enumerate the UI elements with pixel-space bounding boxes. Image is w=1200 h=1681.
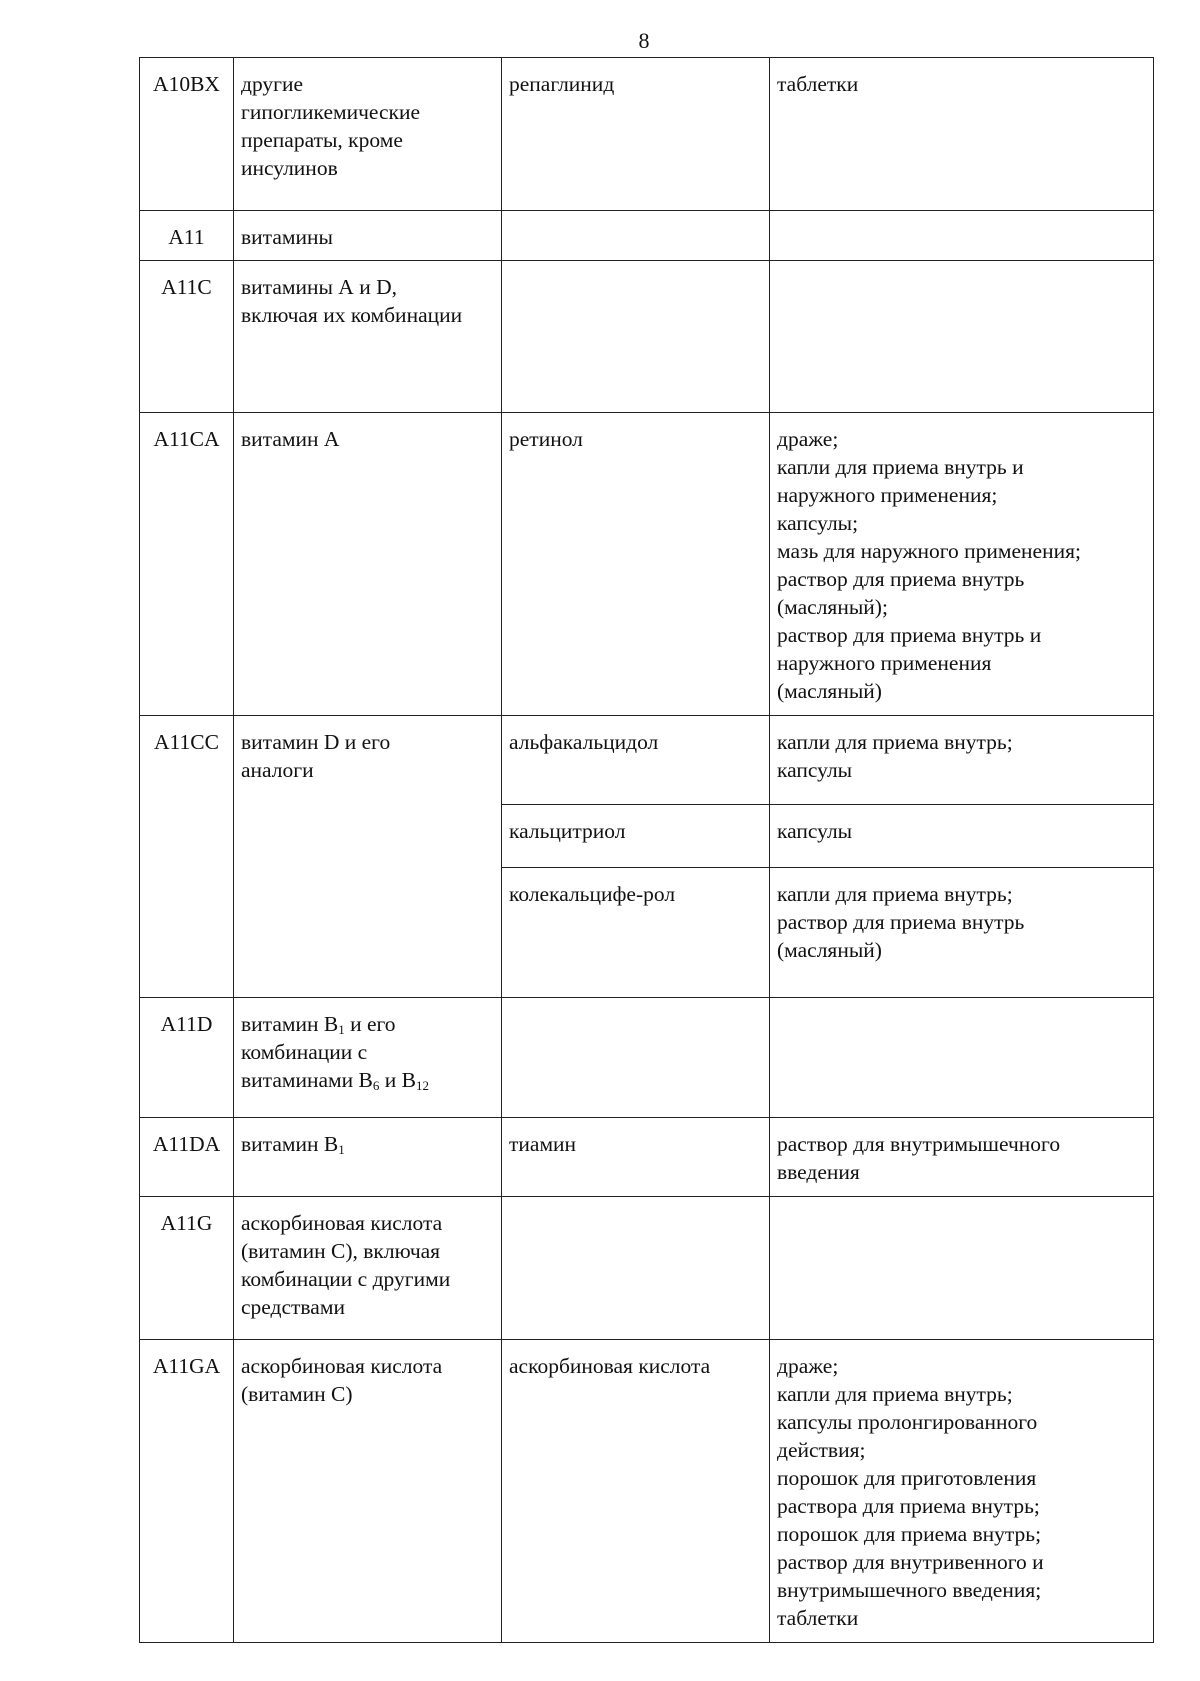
atc-code: A11DA	[140, 1118, 234, 1197]
dosage-forms: капли для приема внутрь; капсулы	[770, 716, 1154, 805]
atc-code: A11D	[140, 998, 234, 1118]
table-row	[140, 261, 1154, 413]
dosage-forms: драже; капли для приема внутрь и наружного применения; капсулы; мазь для наружного применения; раствор для приема внутрь (масляный); раствор для приема внутрь и наружного применения (масляный)	[770, 413, 1154, 716]
drug-name: альфакальцидол	[502, 716, 770, 805]
drug-name: тиамин	[502, 1118, 770, 1197]
drug-table	[139, 57, 1154, 1643]
drug-name: репаглинид	[502, 58, 770, 211]
group-name: аскорбиновая кислота (витамин С)	[234, 1340, 502, 1643]
dosage-forms: драже; капли для приема внутрь; капсулы пролонгированного действия; порошок для приготовления раствора для приема внутрь; порошок для приема внутрь; раствор для внутривенного и внутримышечного введения; таблетки	[770, 1340, 1154, 1643]
group-name: витамин D и его аналоги	[234, 716, 502, 998]
atc-code: A10BX	[140, 58, 234, 211]
drug-name: колекальцифе-рол	[502, 868, 770, 998]
dosage-forms	[770, 211, 1154, 261]
group-name: другие гипогликемические препараты, кроме инсулинов	[234, 58, 502, 211]
drug-name: ретинол	[502, 413, 770, 716]
drug-name: аскорбиновая кислота	[502, 1340, 770, 1643]
page-number: 8	[638, 28, 650, 53]
group-name: витамин $B_1$ и его комбинации с витаминами $B_6$ и $B_{12}$	[234, 998, 502, 1118]
atc-code: A11CA	[140, 413, 234, 716]
dosage-forms: раствор для внутримышечного введения	[770, 1118, 1154, 1197]
dosage-forms	[770, 261, 1154, 413]
table-row	[140, 998, 1154, 1118]
group-name: витамины А и D, включая их комбинации	[234, 261, 502, 413]
group-name: витамин $B_1$	[234, 1118, 502, 1197]
dosage-forms	[770, 998, 1154, 1118]
atc-code: A11	[140, 211, 234, 261]
table-row	[140, 58, 1154, 211]
atc-code: A11G	[140, 1197, 234, 1340]
table-row	[140, 211, 1154, 261]
dosage-forms: таблетки	[770, 58, 1154, 211]
group-name: витамин А	[234, 413, 502, 716]
table-row	[140, 1118, 1154, 1197]
table-row	[140, 716, 1154, 805]
drug-name	[502, 1197, 770, 1340]
atc-code: A11GA	[140, 1340, 234, 1643]
table-row	[140, 1340, 1154, 1643]
dosage-forms: капсулы	[770, 805, 1154, 868]
table-row	[140, 413, 1154, 716]
group-name: витамины	[234, 211, 502, 261]
dosage-forms	[770, 1197, 1154, 1340]
drug-name	[502, 211, 770, 261]
dosage-forms: капли для приема внутрь; раствор для приема внутрь (масляный)	[770, 868, 1154, 998]
drug-name	[502, 998, 770, 1118]
atc-code: A11CC	[140, 716, 234, 998]
drug-name: кальцитриол	[502, 805, 770, 868]
table-row	[140, 1197, 1154, 1340]
drug-name	[502, 261, 770, 413]
atc-code: A11C	[140, 261, 234, 413]
group-name: аскорбиновая кислота (витамин С), включая комбинации с другими средствами	[234, 1197, 502, 1340]
